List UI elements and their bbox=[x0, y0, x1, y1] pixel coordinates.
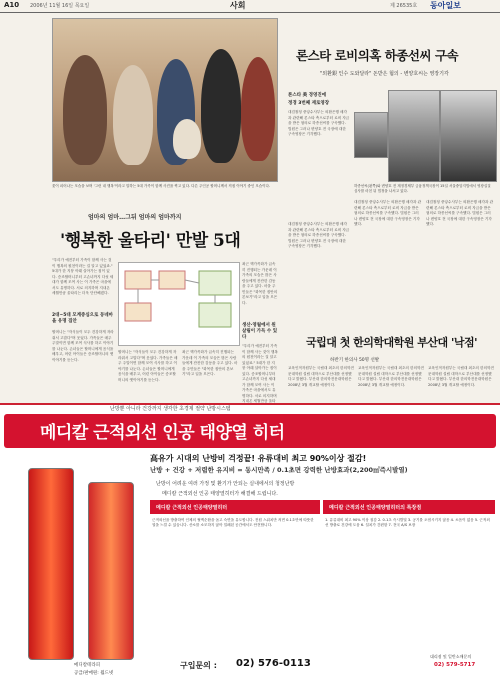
lonestar-body-4: 대검찰청 중앙수사부는 외환은행 매각과 관련해 론스타 측으로부터 로비 자금을 받은 혐의로 하종선씨를 구속했다. 법원은 그러나 변양호 전 국장에 대한 구속영장은 기각했다. bbox=[426, 200, 494, 226]
ad-feature-box-right bbox=[323, 500, 495, 514]
ad-desc-2: 메디칼 근적외선 인공 태양열히터가 해결해 드립니다. bbox=[162, 491, 278, 497]
ad-feature-left-title: 메디칼 근적외선 인공태양열히터 bbox=[156, 505, 228, 511]
ad-headline: 高유가 시대의 난방비 걱정끝! 유류대비 최고 90%이상 절감! bbox=[150, 454, 367, 463]
article-subhead-1: 2대~5대 모계중심으로 동네마을 유명 집안 bbox=[52, 313, 113, 324]
ad-phone-label: 구입문의 : bbox=[180, 661, 217, 670]
lonestar-kicker-2: 정경 3번째 재로영장 bbox=[288, 101, 330, 106]
ad-banner-text: 메디칼 근적외선 인공 태양열 히터 bbox=[40, 423, 285, 443]
baby bbox=[173, 119, 201, 159]
ad-feature-box-left bbox=[150, 500, 320, 514]
article-body-col4b: "우리가 예전부터 가족이 함께 사는 것이 행복의 원천이라는 걸 알고 있었죠." 5대가 한 지붕 아래 살아가는 집이 있다. 증조할머니부터 고손녀까지 다섯 세대가 함께 모여 사는 이 가족은 마을에서도 유명하다. 서로 의지하며 지내온 세월만큼 울타 bbox=[242, 344, 278, 403]
tree-edge-2 bbox=[185, 280, 199, 283]
article-body-col4: 최근 핵가족화가 급속히 진행되는 가운데 이 가족의 모습은 많은 사람들에게 잔잔한 감동을 주고 있다. 마을 주민들은 "화목한 집안의 본보기"라고 입을 모은다. bbox=[242, 262, 278, 305]
tree-node-5 bbox=[199, 303, 231, 327]
article-subhead-2: 생산·영월에서 원살림이 가득 수 있다 bbox=[242, 323, 278, 340]
person-5 bbox=[241, 57, 275, 161]
tree-node-2 bbox=[159, 271, 185, 289]
issue-code: 제 26535호 bbox=[390, 3, 418, 9]
ad-topline: 난방뿐 아니라 건강까지 생각한 초경제 절약 난방시스템 bbox=[110, 406, 231, 412]
heater-product-2 bbox=[88, 482, 134, 660]
ad-feature-list-right: 1. 유류대비 최고 90% 이상 절감 2. 0.1초 즉시발열 3. 공기를 오염시키지 않음 4. 소음이 없음 5. 근적외선 방출로 건강에 도움 6. 설치가 간편함 7. 전국 A/S 보장 bbox=[325, 518, 490, 528]
newspaper-logo: 동아일보 bbox=[430, 0, 461, 10]
section-title: 사회 bbox=[230, 1, 246, 10]
medical-school-headline: 국립대 첫 한의학대학원 부산대 '낙점' bbox=[306, 336, 477, 349]
family-tree-svg bbox=[119, 263, 239, 345]
heater-product-1 bbox=[28, 468, 74, 660]
lonestar-headline: 론스타 로비의혹 하종선씨 구속 bbox=[296, 48, 459, 63]
article-body-col3: 최근 핵가족화가 급속히 진행되는 가운데 이 가족의 모습은 많은 사람들에게 잔잔한 감동을 주고 있다. 마을 주민들은 "화목한 집안의 본보기"라고 입을 모은다. bbox=[182, 350, 238, 376]
lonestar-body-1: 대검찰청 중앙수사부는 외환은행 매각과 관련해 론스타 측으로부터 로비 자금을 받은 혐의로 하종선씨를 구속했다. 법원은 그러나 변양호 전 국장에 대한 구속영장은 기각했다. bbox=[288, 110, 350, 136]
photo-caption: 꽃이 피어나는 모습을 보며 '그런 내 행복'이라고 말하는 5대 가족이 함께 사진을 찍고 있다. 다른 주인공 할머니께서 직접 이야기 중인 모습이다. bbox=[52, 184, 270, 188]
article-tagline: 엄마의 엄마…그뒤 엄마의 엄마까지 bbox=[88, 214, 182, 221]
suspect-photo-small bbox=[354, 112, 388, 158]
medical-school-subhead: 하반기 한의사 50명 선발 bbox=[330, 358, 380, 363]
person-2 bbox=[113, 65, 153, 165]
medical-body-3: 교육인적자원부는 국립대 최초의 한의학전문대학원 설립 대학으로 부산대를 선정했다고 밝혔다. 부산대 한의학전문대학원은 2008년 3월 개교할 예정이다. bbox=[428, 366, 494, 387]
ad-desc-1: 난방이 어려운 여러 가정 및 환기가 안되는 실내에서의 청정난방 bbox=[156, 481, 295, 487]
family-tree-graphic bbox=[118, 262, 240, 346]
family-photo bbox=[52, 18, 278, 182]
lonestar-kicker-1: 론스타 美 경영진에 bbox=[288, 93, 327, 98]
lonestar-body-2: 대검찰청 중앙수사부는 외환은행 매각과 관련해 론스타 측으로부터 로비 자금을 받은 혐의로 하종선씨를 구속했다. 법원은 그러나 변양호 전 국장에 대한 구속영장은 기각했다. bbox=[288, 222, 350, 248]
lonestar-photo-caption: 하종선씨(왼쪽)와 변양호 전 재정경제부 금융정책국장이 15일 서울중앙지법에서 영장실질심사를 마친 뒤 법정을 나서고 있다. bbox=[354, 184, 491, 193]
ad-dealer-phone: 02) 579-5717 bbox=[434, 662, 476, 668]
tree-node-4 bbox=[125, 303, 151, 321]
ad-feature-right-title: 메디칼 근적외선 인공태양열히터의 특장점 bbox=[329, 505, 422, 511]
page-number: A10 bbox=[4, 1, 20, 9]
issue-date: 2006년 11월 16일 목요일 bbox=[30, 3, 90, 9]
person-4 bbox=[201, 49, 241, 163]
medical-body-1: 교육인적자원부는 국립대 최초의 한의학전문대학원 설립 대학으로 부산대를 선정했다고 밝혔다. 부산대 한의학전문대학원은 2008년 3월 개교할 예정이다. bbox=[288, 366, 354, 387]
tree-node-1 bbox=[125, 271, 151, 289]
medical-body-2: 교육인적자원부는 국립대 최초의 한의학전문대학원 설립 대학으로 부산대를 선정했다고 밝혔다. 부산대 한의학전문대학원은 2008년 3월 개교할 예정이다. bbox=[358, 366, 424, 387]
ad-supplier: 공급/판매원: 월드넷 bbox=[74, 671, 114, 676]
lonestar-subhead: "외환銀 인수 도와달라" 돈받은 혐의 - 변양호씨는 영장기각 bbox=[320, 71, 449, 77]
ad-dealer-label: 대리점 및 일반소매문의 bbox=[430, 654, 472, 659]
tree-node-3 bbox=[199, 271, 231, 295]
ad-phone: 02) 576-0113 bbox=[236, 658, 311, 669]
article-body-col1: "우리가 예전부터 가족이 함께 사는 것이 행복의 원천이라는 걸 알고 있었죠." 5대가 한 지붕 아래 살아가는 집이 있다. 증조할머니부터 고손녀까지 다섯 세대가 함께 모여 사는 이 가족은 마을에서도 유명하다. 서로 의지하며 지내온 세월만큼 울타리는 더욱 단단해졌다. bbox=[52, 258, 114, 295]
article-headline: '행복한 울타리' 만발 5대 bbox=[60, 231, 241, 251]
ad-company: 메디칼테라피 bbox=[74, 663, 101, 668]
article-body-col1b: 할머니는 "자식들이 모두 건강하게 자라줘서 고맙다"며 웃었다. 가족들은 매주 주말이면 함께 모여 식사를 하고 이야기를 나눈다. 손녀들은 할머니에게 음식을 배우고, 어린 아이들은 증조할머니의 옛이야기를 듣는다. bbox=[52, 330, 114, 362]
lonestar-body-3: 대검찰청 중앙수사부는 외환은행 매각과 관련해 론스타 측으로부터 로비 자금을 받은 혐의로 하종선씨를 구속했다. 법원은 그러나 변양호 전 국장에 대한 구속영장은 기각했다. bbox=[354, 200, 422, 226]
ad-subline: 난방 + 건강 + 저렴한 유지비 = 동시만족 / 0.1초면 강력한 난방효과(2,200㎡즉시발열) bbox=[150, 466, 408, 474]
suspect-photo-1 bbox=[388, 90, 440, 182]
ad-feature-list-left: 근적외선을 방출하여 인체의 혈액순환을 돕고 숙면을 유도합니다. 전원 스위치만 켜면 0.1초만에 따뜻한 열을 느낄 수 있습니다. 산소를 소모하지 않아 밀폐된 공간에서도 안전합니다. bbox=[152, 518, 314, 528]
article-body-col2: 할머니는 "자식들이 모두 건강하게 자라줘서 고맙다"며 웃었다. 가족들은 매주 주말이면 함께 모여 식사를 하고 이야기를 나눈다. 손녀들은 할머니에게 음식을 배우고, 어린 아이들은 증조할머니의 옛이야기를 듣는다. bbox=[118, 350, 178, 382]
person-1 bbox=[63, 55, 107, 165]
suspect-photo-2 bbox=[440, 90, 497, 182]
